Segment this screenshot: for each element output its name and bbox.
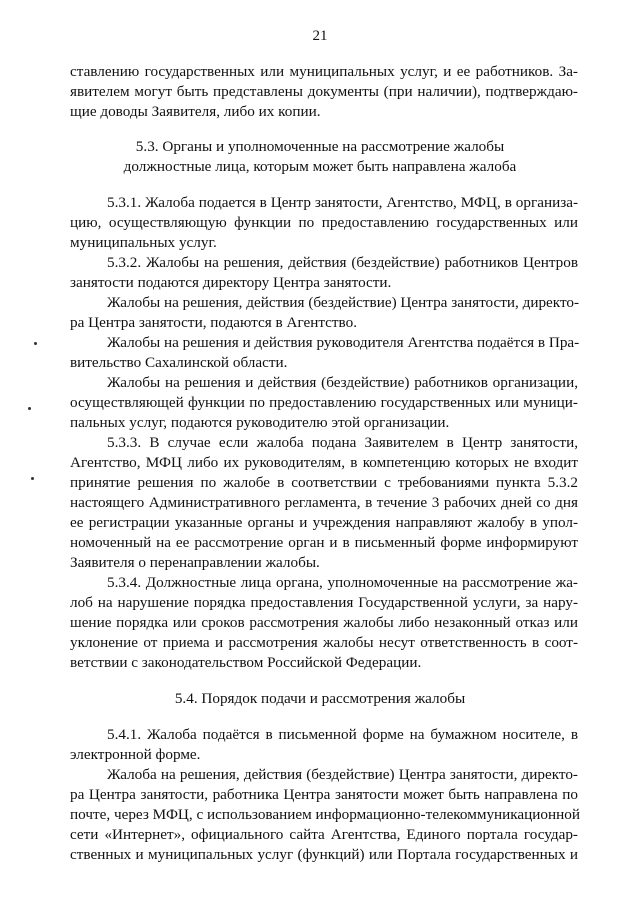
scan-dot: [31, 477, 34, 480]
section-heading-5-3-line2: должностные лица, которым может быть направлена жалоба: [123, 158, 517, 175]
text-line: уклонение от приема и рассмотрения жалобы несут ответственность в соот-: [70, 634, 578, 651]
text-line: вительство Сахалинской области.: [70, 354, 288, 371]
text-line: цию, осуществляющую функции по предоставлению государственных или: [70, 214, 578, 231]
scan-dot: [28, 407, 31, 410]
text-line: 5.4.1. Жалоба подаётся в письменной форме на бумажном носителе, в: [107, 726, 578, 743]
text-line: ственных и муниципальных услуг (функций) или Портала государственных и: [70, 846, 578, 863]
text-line: ставлению государственных или муниципальных услуг, и ее работников. За-: [70, 63, 578, 80]
text-line: Жалоба на решения, действия (бездействие) Центра занятости, директо-: [107, 766, 578, 783]
text-line: почте, через МФЦ, с использованием информационно-телекоммуникационной: [70, 806, 581, 823]
text-line: 5.3.3. В случае если жалоба подана Заявителем в Центр занятости,: [107, 434, 578, 451]
text-line: ра Центра занятости, подаются в Агентство.: [70, 314, 358, 331]
text-line: шение порядка или сроков рассмотрения жалобы либо незаконный отказ или: [70, 614, 578, 631]
text-line: Жалобы на решения, действия (бездействие) Центра занятости, директо-: [107, 294, 580, 311]
text-line: Жалобы на решения и действия (бездействие) работников организации,: [107, 374, 578, 391]
text-line: Агентство, МФЦ либо их руководителям, в компетенцию которых не входит: [70, 454, 578, 471]
text-line: осуществляющей функции по предоставлению государственных или муници-: [70, 394, 578, 411]
scan-dot: [34, 342, 37, 345]
section-heading-5-4: 5.4. Порядок подачи и рассмотрения жалобы: [174, 690, 466, 707]
text-line: настоящего Административного регламента, в течение 3 рабочих дней со дня: [70, 494, 578, 511]
text-line: 5.3.2. Жалобы на решения, действия (бездействие) работников Центров: [107, 254, 578, 271]
text-line: ее регистрации указанные органы и учреждения направляют жалобу в упол-: [70, 514, 578, 531]
page-number: 21: [312, 28, 328, 44]
text-line: Жалобы на решения и действия руководителя Агентства подаётся в Пра-: [107, 334, 580, 351]
text-line: 5.3.4. Должностные лица органа, уполномоченные на рассмотрение жа-: [107, 574, 578, 591]
section-heading-5-3: 5.3. Органы и уполномоченные на рассмотрение жалобы: [135, 138, 505, 155]
text-line: лоб на нарушение порядка предоставления Государственной услуги, за нару-: [70, 594, 578, 611]
text-line: занятости подаются директору Центра занятости.: [70, 274, 392, 291]
text-line: ра Центра занятости, работника Центра занятости может быть направлена по: [70, 786, 578, 803]
text-line: пальных услуг, подаются руководителю этой организации.: [70, 414, 450, 431]
text-line: явителем могут быть представлены документы (при наличии), подтверждаю-: [70, 83, 578, 100]
text-line: Заявителя о перенаправлении жалобы.: [70, 554, 320, 571]
text-line: 5.3.1. Жалоба подается в Центр занятости, Агентство, МФЦ, в организа-: [107, 194, 578, 211]
text-line: электронной форме.: [70, 746, 201, 763]
text-line: принятие решения по жалобе в соответствии с требованиями пункта 5.3.2: [70, 474, 578, 491]
text-line: щие доводы Заявителя, либо их копии.: [70, 103, 321, 120]
text-line: муниципальных услуг.: [70, 234, 217, 251]
text-line: ветствии с законодательством Российской Федерации.: [70, 654, 422, 671]
text-line: номоченный на ее рассмотрение орган и в письменный форме информируют: [70, 534, 578, 551]
text-line: сети «Интернет», официального сайта Агентства, Единого портала государ-: [70, 826, 578, 843]
